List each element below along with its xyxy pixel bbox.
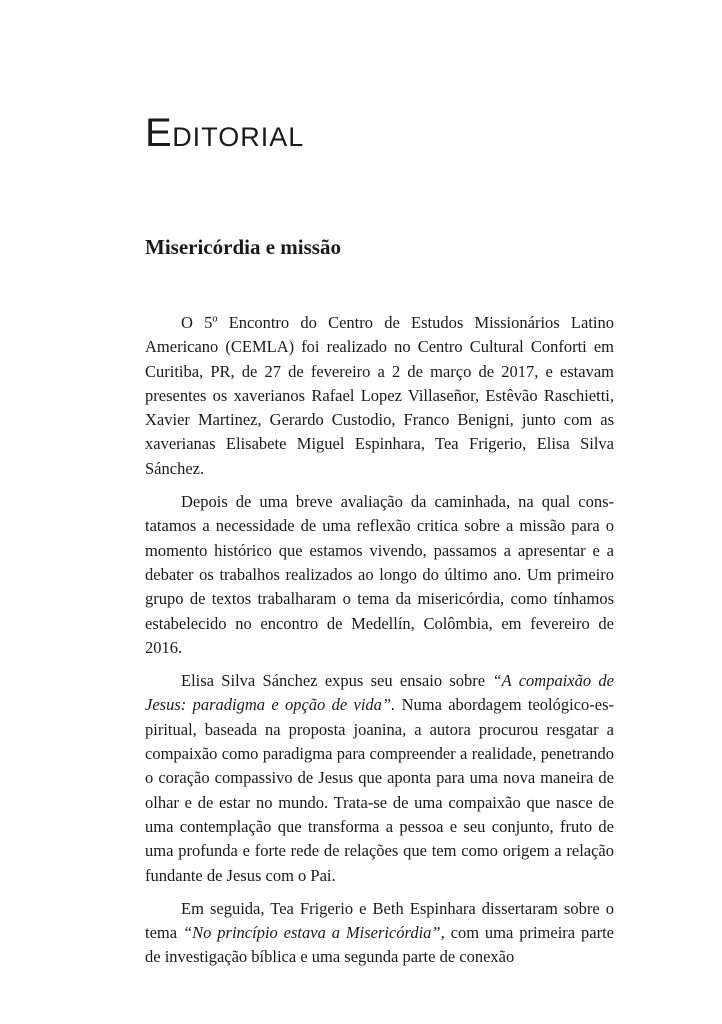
text-run: Numa abordagem teológico-espiritual, baseada na proposta joanina, a autora procurou resgatar a compaixão como paradigma para compreender a realidade, penetrando o coração compassivo de Jesus que aponta para uma nova maneira de olhar e de estar no mundo. Trata-se de uma compaixão que nasce de uma contemplação que transforma a pessoa e seu conjunto, fruto de uma profunda e forte rede de relações que tem como origem a relação fundante de Jesus com o Pai. [145, 695, 615, 885]
article-title: Misericórdia e missão [145, 235, 341, 259]
text-run: , com uma primeira parte de investigação bíblica e uma segunda parte de conexão [145, 923, 614, 967]
text-run: Em seguida, Tea Frigerio e Beth Espinhara dissertaram sobre o tema [145, 898, 614, 943]
paragraph [145, 669, 614, 888]
italic-text-run: “A compaixão de Jesus: paradigma e opção de vida”. [145, 671, 614, 715]
section-heading-initial: E [145, 111, 173, 155]
paragraph [145, 490, 614, 660]
text-run: Depois de uma breve avaliação da caminhada, na qual constatamos a necessidade de uma reflexão critica sobre a missão para o momento histórico que estamos vivendo, passamos a apresentar e a debater os trabalhos realizados ao longo do último ano. Um primeiro grupo de textos trabalharam o tema da misericórdia, como tínhamos estabelecido no encontro de Medellín, Colômbia, em fevereiro de 2016. [145, 492, 614, 657]
text-run: O 5º Encontro do Centro de Estudos Missionários Latino Americano (CEMLA) foi realizado no Centro Cultural Conforti em Curitiba, PR, de 27 de fevereiro a 2 de março de 2017, e estavam presentes os xaverianos Rafael Lopez Villaseñor, Estêvão Raschietti, Xavier Martinez, Gerardo Custodio, Franco Benigni, junto com as xaverianas Elisabete Miguel Espinhara, Tea Frigerio, Elisa Silva Sánchez. [145, 313, 614, 478]
text-run: Elisa Silva Sánchez expus seu ensaio sobre [181, 671, 493, 691]
paragraph [145, 311, 614, 481]
section-heading [145, 113, 304, 153]
section-heading-rest: DITORIAL [172, 122, 305, 152]
paragraph [145, 897, 614, 970]
italic-text-run: “No princípio estava a Misericórdia” [182, 923, 441, 943]
article-body [145, 311, 614, 979]
